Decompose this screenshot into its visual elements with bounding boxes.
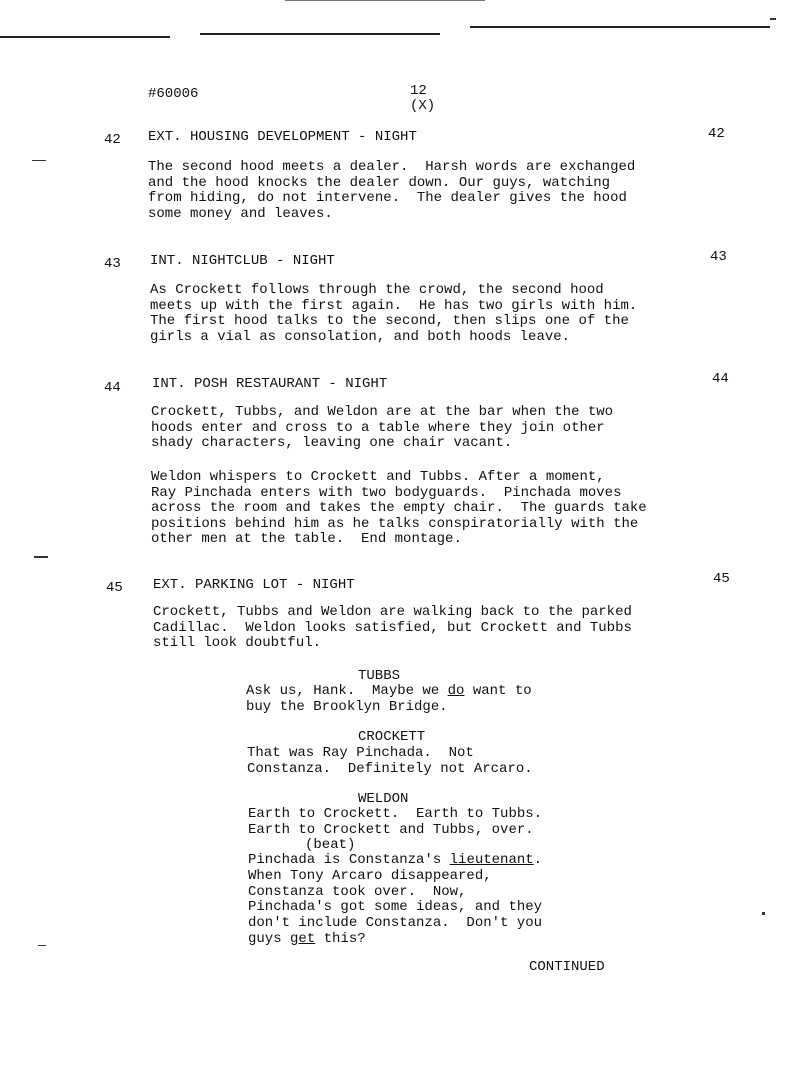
scene-heading: EXT. PARKING LOT - NIGHT <box>153 577 355 593</box>
scene-heading: INT. NIGHTCLUB - NIGHT <box>150 253 335 269</box>
margin-mark-2 <box>34 556 48 558</box>
margin-mark-3 <box>38 945 46 946</box>
character-name: TUBBS <box>358 668 401 684</box>
scene-number-right: 43 <box>710 249 727 265</box>
dialogue-line: buy the Brooklyn Bridge. <box>246 699 448 715</box>
dialogue-text: want to <box>464 683 532 699</box>
dialogue-text: this? <box>315 931 366 947</box>
dialogue-emphasis: get <box>290 931 316 947</box>
scene-action: Weldon whispers to Crockett and Tubbs. After a moment, Ray Pinchada enters with two bodyguards. Pinchada moves across the room and takes the empty chair. The guards take positions behind him as he talks conspiratorially with the other men at the table. End montage. <box>151 469 647 547</box>
continued-label: CONTINUED <box>529 959 605 975</box>
scene-action: Crockett, Tubbs, and Weldon are at the bar when the two hoods enter and cross to a table where they join other shady characters, leaving one chair vacant. <box>151 404 614 451</box>
scene-number-right: 42 <box>708 126 725 142</box>
dialogue-line <box>246 684 532 700</box>
dialogue-line <box>248 932 366 948</box>
scene-number-right: 45 <box>713 571 730 587</box>
character-name: WELDON <box>358 791 409 807</box>
scene-number-left: 44 <box>104 380 121 396</box>
parenthetical: (beat) <box>305 837 356 853</box>
scene-action: Crockett, Tubbs and Weldon are walking back to the parked Cadillac. Weldon looks satisfied, but Crockett and Tubbs still look doubtful. <box>153 604 632 651</box>
top-rule-center <box>200 33 440 35</box>
top-edge-mark <box>285 0 485 1</box>
dialogue-text: guys <box>248 931 291 947</box>
revision-mark: (X) <box>410 98 436 114</box>
scene-action: As Crockett follows through the crowd, the second hood meets up with the first again. He has two girls with him. The first hood talks to the second, then slips one of the girls a vial as consolation, and both hoods leave. <box>150 282 638 345</box>
scene-heading: EXT. HOUSING DEVELOPMENT - NIGHT <box>148 129 417 145</box>
scene-number-right: 44 <box>712 371 729 387</box>
character-name: CROCKETT <box>358 729 426 745</box>
scene-number-left: 43 <box>104 256 121 272</box>
scene-heading: INT. POSH RESTAURANT - NIGHT <box>152 376 388 392</box>
dialogue-text: Pinchada is Constanza's <box>248 852 450 868</box>
dialogue-line <box>248 853 542 869</box>
scene-number-left: 45 <box>106 580 123 596</box>
scan-speck <box>770 18 776 20</box>
page-number: 12 <box>410 83 427 99</box>
scan-speck <box>762 912 765 915</box>
dialogue-text: That was Ray Pinchada. Not Constanza. Definitely not Arcaro. <box>247 745 533 777</box>
script-number: #60006 <box>148 86 199 102</box>
margin-mark-1 <box>32 160 46 161</box>
dialogue-emphasis: lieutenant <box>449 852 534 868</box>
dialogue-text: Earth to Crockett. Earth to Tubbs. Earth to Crockett and Tubbs, over. <box>248 806 543 838</box>
top-rule-left <box>0 36 170 38</box>
dialogue-emphasis: do <box>447 683 465 699</box>
dialogue-text: . <box>533 852 543 868</box>
top-rule-right <box>470 26 770 28</box>
scene-number-left: 42 <box>104 132 121 148</box>
dialogue-text: Ask us, Hank. Maybe we <box>246 683 448 699</box>
dialogue-text: When Tony Arcaro disappeared, Constanza took over. Now, Pinchada's got some ideas, and they don't include Constanza. Don't you <box>248 868 543 931</box>
scene-action: The second hood meets a dealer. Harsh words are exchanged and the hood knocks the dealer down. Our guys, watching from hiding, do not intervene. The dealer gives the hood some money and leaves. <box>148 159 636 222</box>
